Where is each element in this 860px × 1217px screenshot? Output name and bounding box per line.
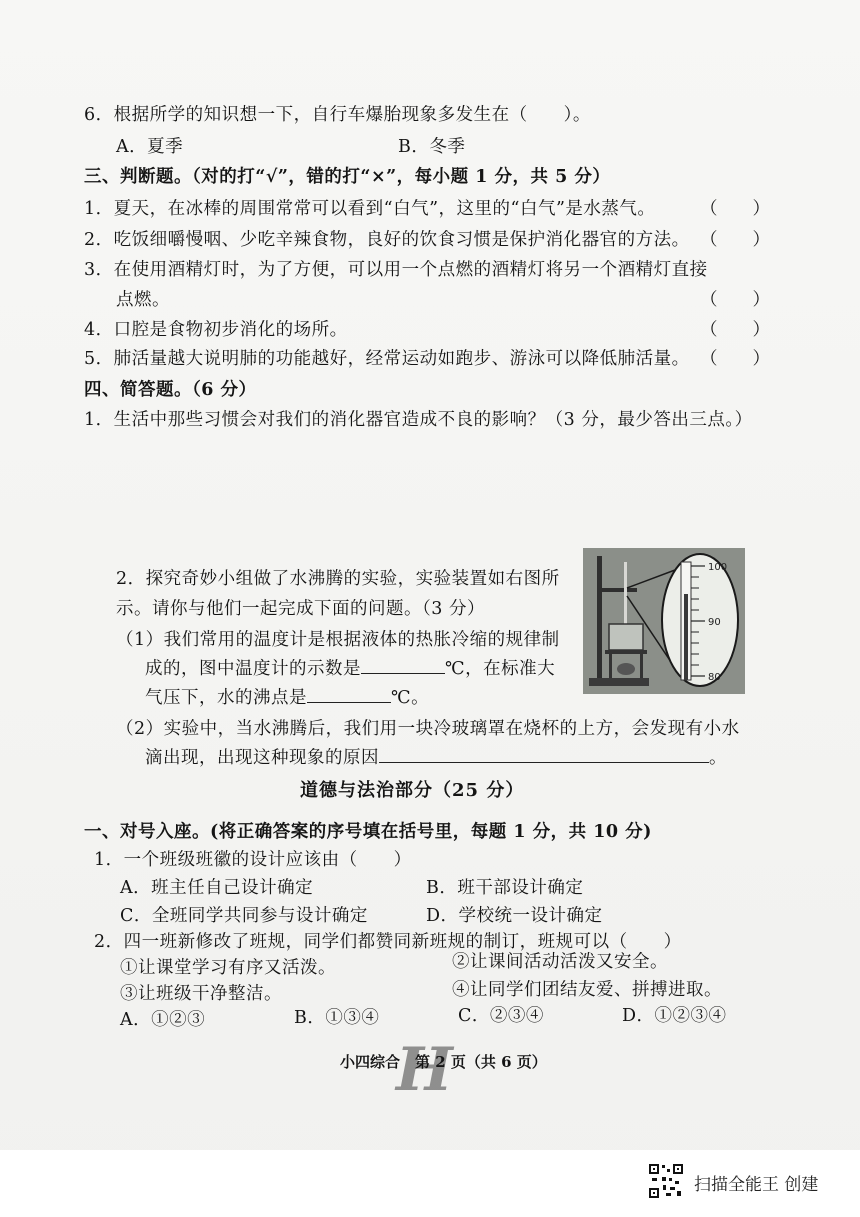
- moral-q1-option-c: C．全班同学共同参与设计确定: [120, 906, 368, 926]
- thermometer-label-100: 100: [708, 562, 728, 573]
- q2-part1-line3: [145, 684, 429, 709]
- q2-part1-text-a: 成的，图中温度计的示数是: [145, 659, 361, 679]
- moral-q2-statement-3: ③让班级干净整洁。: [120, 984, 282, 1004]
- boiling-experiment-figure: [583, 548, 745, 694]
- judge-answer-3[interactable]: （ ）: [700, 290, 770, 310]
- judge-item-1: 1．夏天，在冰棒的周围常常可以看到“白气”，这里的“白气”是水蒸气。: [84, 199, 656, 219]
- moral-q2-option-a: A．①②③: [120, 1010, 206, 1030]
- page-footer: 小四综合 第 2 页（共 6 页）: [340, 1053, 547, 1071]
- moral-q2-statement-2: ②让课间活动活泼又安全。: [452, 952, 668, 972]
- q2-part1-line1: （1）我们常用的温度计是根据液体的热胀冷缩的规律制: [116, 630, 560, 650]
- moral-q1-option-d: D．学校统一设计确定: [426, 906, 603, 926]
- judge-answer-1[interactable]: （ ）: [700, 199, 770, 219]
- moral-q2-option-d: D．①②③④: [622, 1006, 727, 1026]
- judge-answer-5[interactable]: （ ）: [700, 349, 770, 369]
- moral-q2-option-c: C．②③④: [458, 1006, 544, 1026]
- judge-item-2: 2．吃饭细嚼慢咽、少吃辛辣食物，良好的饮食习惯是保护消化器官的方法。: [84, 230, 690, 250]
- judge-item-4: 4．口腔是食物初步消化的场所。: [84, 320, 348, 340]
- judge-answer-4[interactable]: （ ）: [700, 320, 770, 340]
- moral-q2-option-b: B．①③④: [294, 1008, 380, 1028]
- q6-option-b: B．冬季: [398, 137, 466, 157]
- qr-code-icon: [648, 1163, 684, 1199]
- moral-q2-statement-4: ④让同学们团结友爱、拼搏进取。: [452, 980, 722, 1000]
- q2-part2-line2: [145, 744, 727, 769]
- moral-section1-title: 一、对号入座。(将正确答案的序号填在括号里，每题 1 分，共 10 分): [84, 822, 652, 842]
- q2-part1-text-d: ℃。: [391, 688, 430, 708]
- q6-stem: 6．根据所学的知识想一下，自行车爆胎现象多发生在（ ）。: [84, 105, 591, 125]
- thermometer-reading-blank[interactable]: [361, 657, 445, 674]
- reason-blank[interactable]: [379, 746, 709, 763]
- moral-q1-option-b: B．班干部设计确定: [426, 878, 584, 898]
- thermometer-label-90: 90: [708, 617, 721, 628]
- q2-part2-line1: （2）实验中，当水沸腾后，我们用一块冷玻璃罩在烧杯的上方，会发现有小水: [116, 719, 740, 739]
- short-answer-q2-line2: 示。请你与他们一起完成下面的问题。（3 分）: [116, 599, 485, 619]
- moral-q1: 1．一个班级班徽的设计应该由（ ）: [94, 850, 412, 870]
- q6-option-a: A．夏季: [116, 137, 184, 157]
- q2-part2-text-a: 滴出现，出现这种现象的原因: [145, 748, 379, 768]
- moral-q1-option-a: A．班主任自己设计确定: [120, 878, 314, 898]
- section3-title: 三、判断题。（对的打“√”，错的打“×”，每小题 1 分，共 5 分）: [84, 167, 611, 187]
- judge-item-3-cont: 点燃。: [116, 290, 170, 310]
- boiling-point-blank[interactable]: [307, 686, 391, 703]
- q2-part1-text-c: 气压下，水的沸点是: [145, 688, 307, 708]
- moral-section-title: 道德与法治部分（25 分）: [300, 780, 525, 801]
- judge-answer-2[interactable]: （ ）: [700, 230, 770, 250]
- section4-title: 四、简答题。（6 分）: [84, 380, 257, 400]
- short-answer-q2-line1: 2．探究奇妙小组做了水沸腾的实验，实验装置如右图所: [116, 569, 560, 589]
- judge-item-5: 5．肺活量越大说明肺的功能越好，经常运动如跑步、游泳可以降低肺活量。: [84, 349, 690, 369]
- moral-q2: 2．四一班新修改了班规，同学们都赞同新班规的制订，班规可以（ ）: [94, 932, 682, 952]
- q2-part1-line2: [145, 655, 555, 680]
- q2-part1-text-b: ℃，在标准大: [445, 659, 556, 679]
- thermometer-label-80: 80: [708, 672, 721, 683]
- short-answer-q1: 1．生活中那些习惯会对我们的消化器官造成不良的影响？（3 分，最少答出三点。）: [84, 410, 753, 430]
- judge-item-3: 3．在使用酒精灯时，为了方便，可以用一个点燃的酒精灯将另一个酒精灯直接: [84, 260, 708, 280]
- experiment-illustration: [583, 548, 745, 694]
- moral-q2-statement-1: ①让课堂学习有序又活泼。: [120, 958, 336, 978]
- q2-part2-text-b: 。: [709, 748, 727, 768]
- page-mark-logo: H: [396, 1035, 453, 1105]
- scanner-watermark: 扫描全能王 创建: [694, 1175, 819, 1195]
